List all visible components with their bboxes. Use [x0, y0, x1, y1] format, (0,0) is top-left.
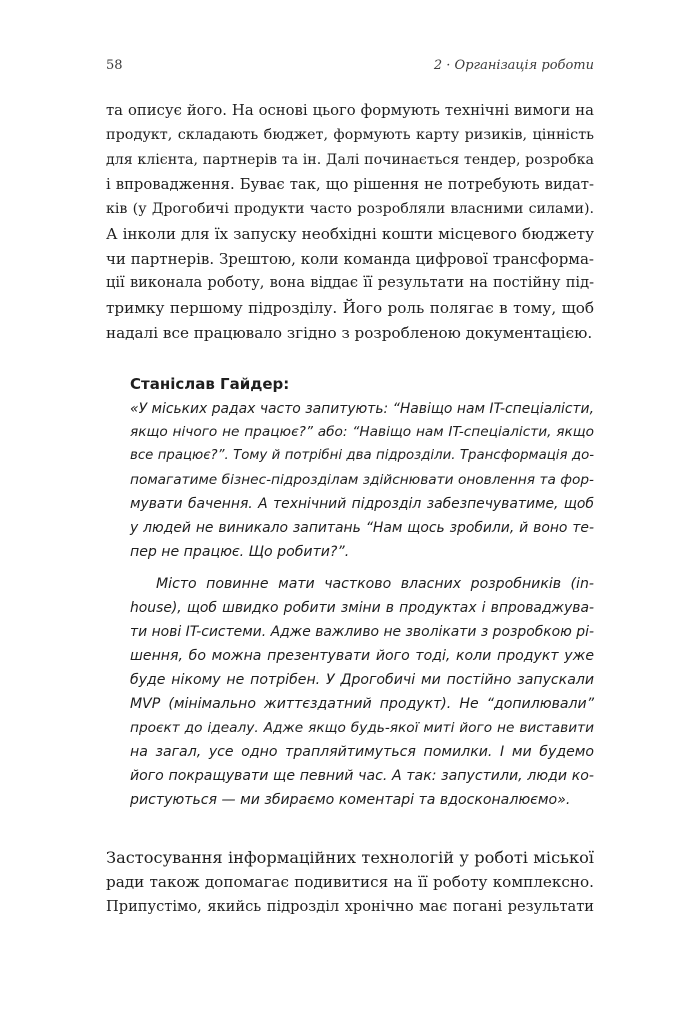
text-line: тримку першому підрозділу. Його роль полягає в тому, щоб — [106, 299, 594, 317]
running-header — [106, 58, 594, 80]
quote-line: ристуються — ми збираємо коментарі та вдосконалюємо». — [130, 792, 571, 808]
quote-line: буде нікому не потрібен. У Дрогобичі ми постійно запускали — [130, 672, 594, 688]
text-line: для клієнта, партнерів та ін. Далі починається тендер, розробка — [106, 152, 594, 168]
quote-line: його покращувати ще певний час. А так: запустили, люди ко- — [130, 768, 594, 784]
text-line: ради також допомагає подивитися на її роботу комплексно. — [106, 873, 594, 891]
text-line: Припустімо, якийсь підрозділ хронічно має погані результати — [106, 898, 594, 915]
quote-line: у людей не виникало запитань “Нам щось зробили, й воно те- — [130, 520, 594, 536]
quote-line: ти нові IT-системи. Адже важливо не зволікати з розробкою рі- — [130, 624, 594, 640]
text-line: надалі все працювало згідно з розробленою документацією. — [106, 324, 593, 342]
quote-line: на загал, усе одно трапляйтимуться помилки. І ми будемо — [130, 744, 594, 760]
quote-speaker: Станіслав Гайдер: — [130, 375, 290, 393]
text-line: та описує його. На основі цього формують технічні вимоги на — [106, 102, 594, 119]
text-line: продукт, складають бюджет, формують карту ризиків, цінність — [106, 127, 594, 143]
page-number: 58 — [106, 58, 123, 73]
text-line: чи партнерів. Зрештою, коли команда цифрової трансформа- — [106, 250, 594, 268]
quote-line: проєкт до ідеалу. Адже якщо будь-якої миті його не виставити — [130, 720, 594, 736]
text-line: Застосування інформаційних технологій у роботі міської — [106, 848, 594, 867]
quote-line: пер не працює. Що робити?”. — [130, 544, 350, 560]
quote-line: якщо нічого не працює?” або: “Навіщо нам IT-спеціалісти, якщо — [130, 424, 594, 440]
running-head-title: 2 · Організація роботи — [433, 58, 594, 73]
quote-line: все працює?”. Тому й потрібні два підрозділи. Трансформація до- — [130, 448, 594, 463]
text-line: А інколи для їх запуску необхідні кошти місцевого бюджету — [106, 225, 594, 243]
quote-line: мувати бачення. А технічний підрозділ забезпечуватиме, щоб — [130, 496, 594, 512]
text-line: ції виконала роботу, вона віддає її результати на постійну під- — [106, 274, 594, 291]
quote-line: MVP (мінімально життєздатний продукт). Не “допилювали” — [130, 696, 594, 712]
text-line: ків (у Дрогобичі продукти часто розробляли власними силами). — [106, 201, 594, 217]
quote-line: Місто повинне мати частково власних розробників (in- — [156, 576, 594, 592]
quote-line: «У міських радах часто запитують: “Навіщо нам IT-спеціалісти, — [130, 401, 594, 417]
quote-line: шення, бо можна презентувати його тоді, коли продукт уже — [130, 648, 594, 664]
quote-line: house), щоб швидко робити зміни в продуктах і впроваджува- — [130, 600, 594, 616]
text-line: і впровадження. Буває так, що рішення не потребують видат- — [106, 176, 594, 193]
quote-line: помагатиме бізнес-підрозділам здійснювати оновлення та фор- — [130, 472, 594, 488]
